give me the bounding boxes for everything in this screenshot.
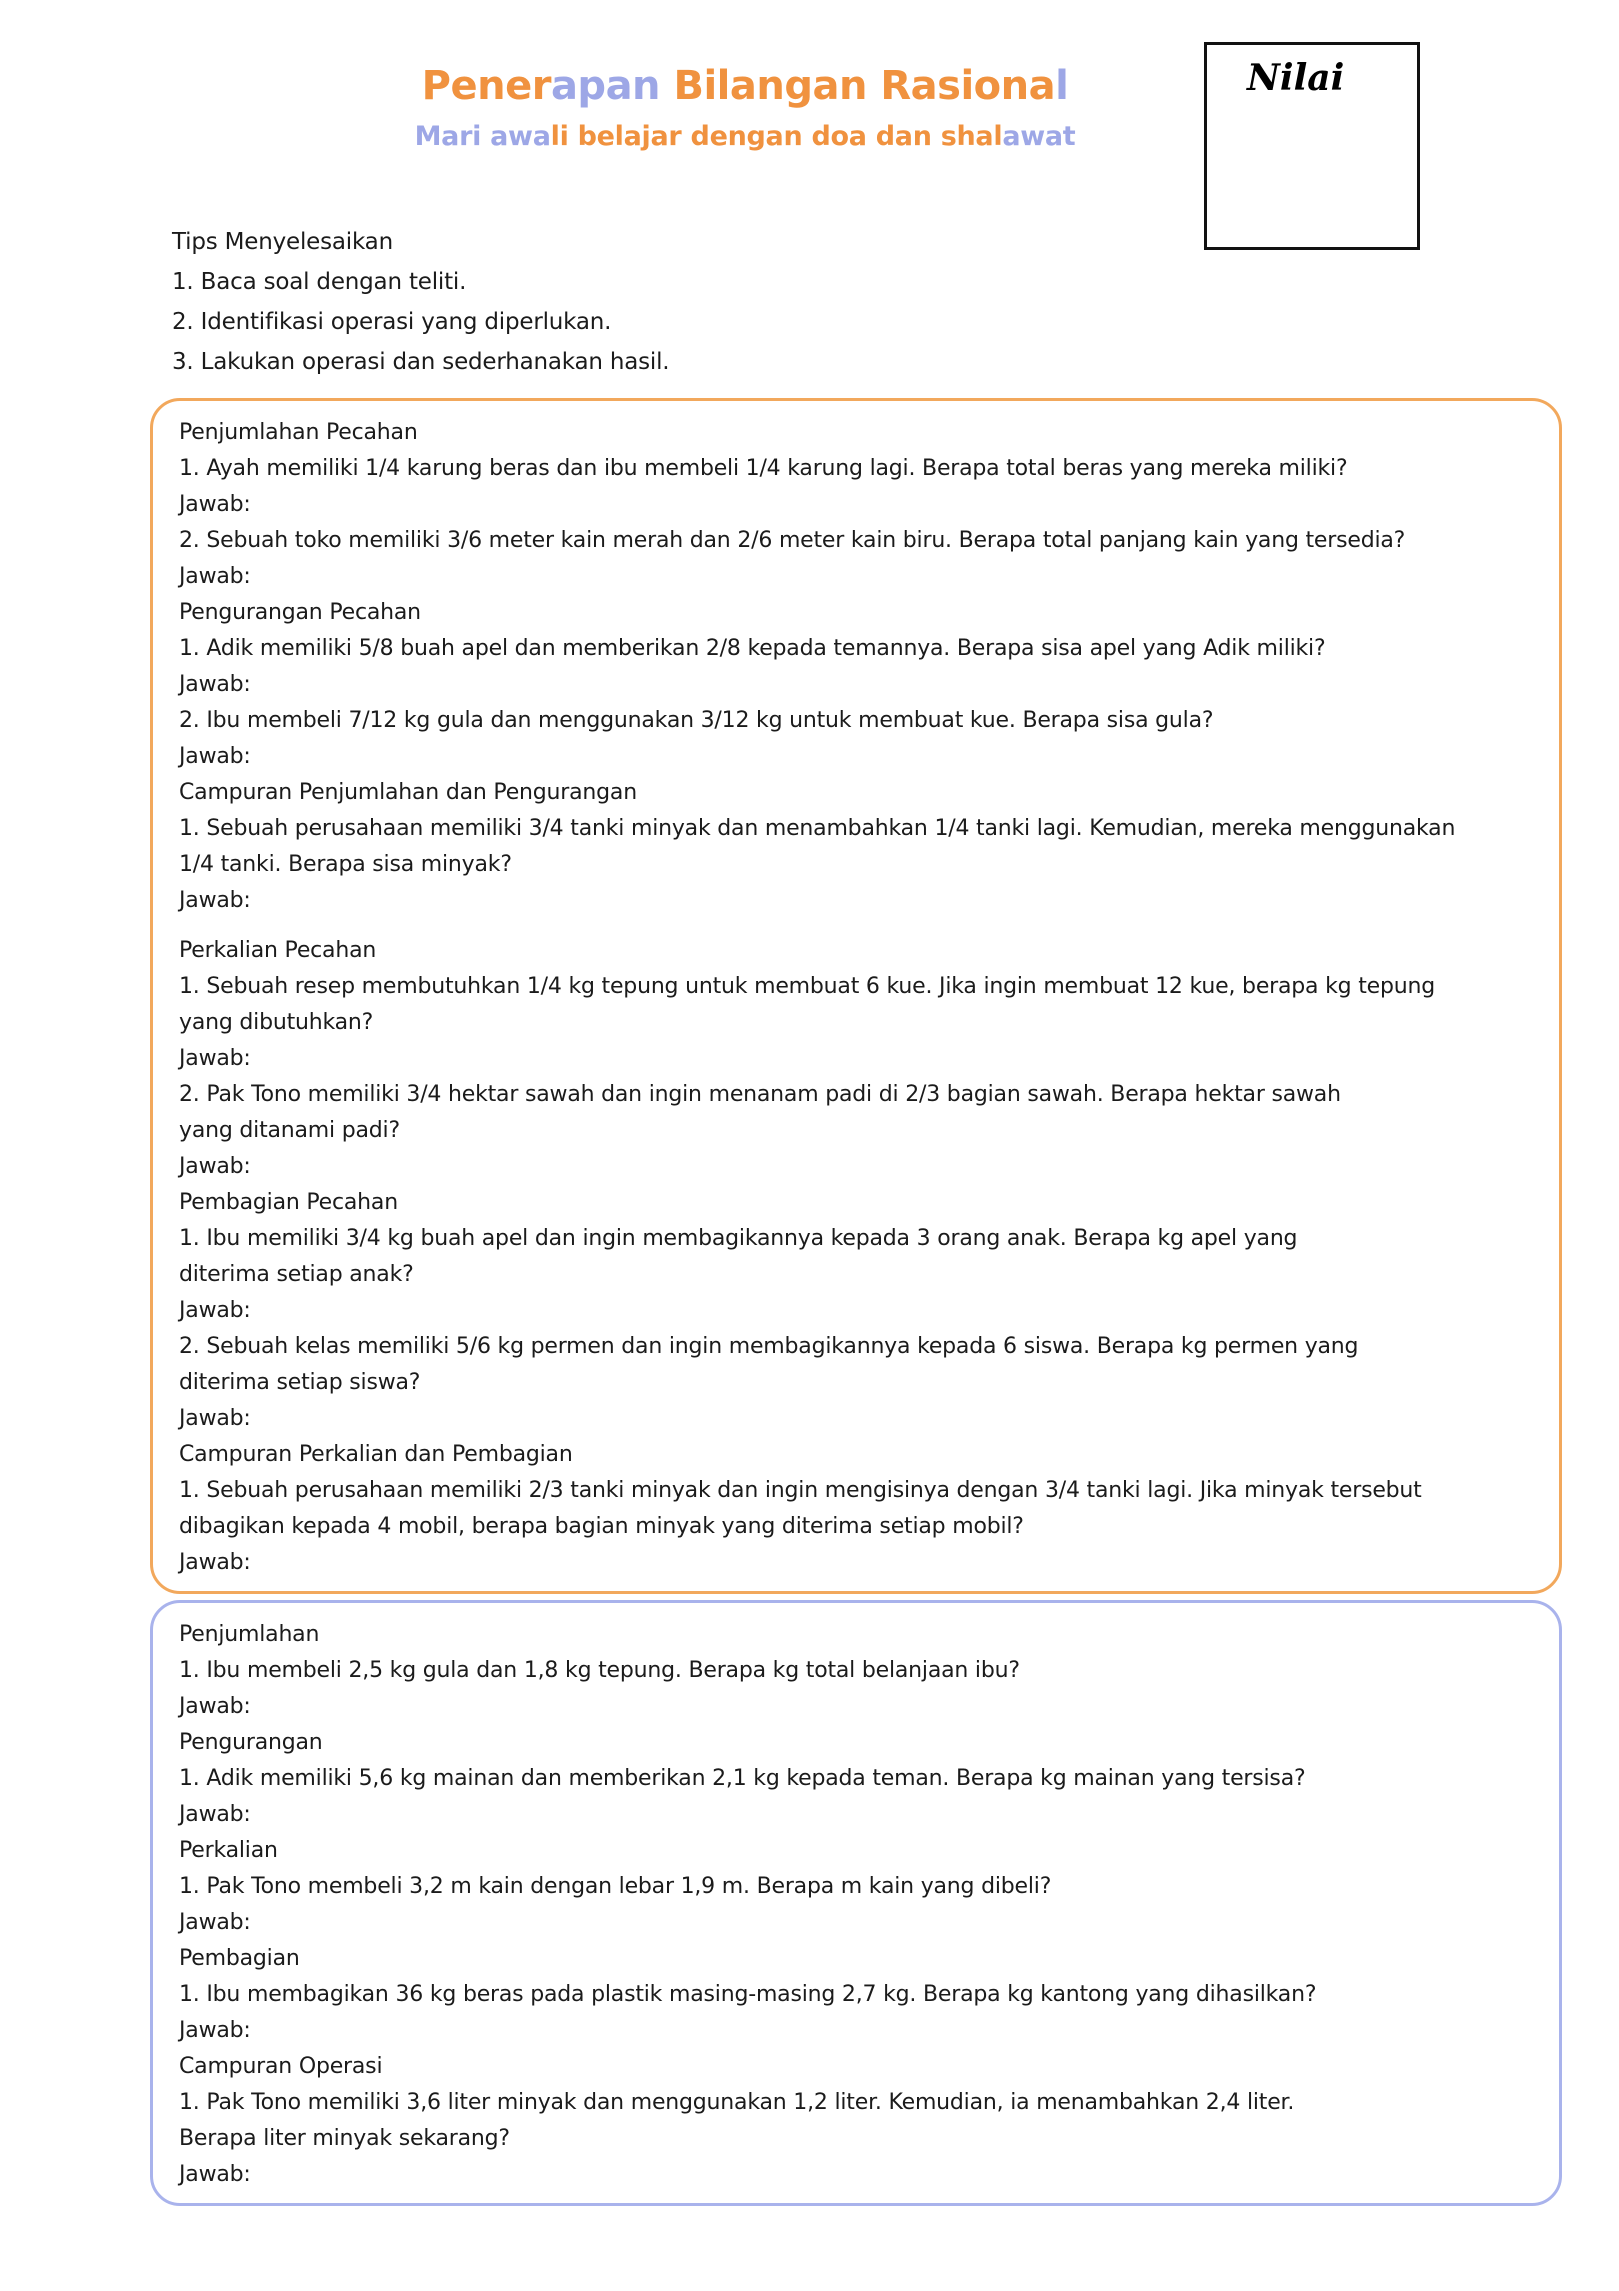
title-segment: apan <box>550 63 661 109</box>
worksheet-line: 2. Sebuah kelas memiliki 5/6 kg permen dan ingin membagikannya kepada 6 siswa. Berapa kg permen yang <box>179 1334 1359 1359</box>
tips-list <box>172 262 1619 382</box>
worksheet-line: diterima setiap anak? <box>179 1262 414 1287</box>
fraction-problems-box <box>150 398 1562 1594</box>
tip-item: 3. Lakukan operasi dan sederhanakan hasil. <box>172 349 670 375</box>
worksheet-line: Penjumlahan Pecahan <box>179 420 418 445</box>
worksheet-line: 1. Adik memiliki 5/8 buah apel dan memberikan 2/8 kepada temannya. Berapa sisa apel yang Adik miliki? <box>179 636 1326 661</box>
worksheet-line: Pengurangan <box>179 1730 323 1755</box>
worksheet-line: Campuran Operasi <box>179 2054 383 2079</box>
worksheet-line: Jawab: <box>179 564 251 589</box>
subtitle-segment: li belajar dengan doa dan shal <box>550 121 1003 152</box>
worksheet-line: 1/4 tanki. Berapa sisa minyak? <box>179 852 512 877</box>
worksheet-line: dibagikan kepada 4 mobil, berapa bagian minyak yang diterima setiap mobil? <box>179 1514 1024 1539</box>
worksheet-line: 1. Ibu membeli 2,5 kg gula dan 1,8 kg tepung. Berapa kg total belanjaan ibu? <box>179 1658 1020 1683</box>
worksheet-line: Pembagian <box>179 1946 300 1971</box>
worksheet-line: 1. Pak Tono memiliki 3,6 liter minyak dan menggunakan 1,2 liter. Kemudian, ia menambahkan 2,4 liter. <box>179 2090 1295 2115</box>
tip-item: 2. Identifikasi operasi yang diperlukan. <box>172 309 612 335</box>
worksheet-line: 1. Sebuah perusahaan memiliki 2/3 tanki minyak dan ingin mengisinya dengan 3/4 tanki lagi. Jika minyak tersebut <box>179 1478 1422 1503</box>
worksheet-line: 1. Ibu memiliki 3/4 kg buah apel dan ingin membagikannya kepada 3 orang anak. Berapa kg apel yang <box>179 1226 1298 1251</box>
worksheet-line: Jawab: <box>179 2018 251 2043</box>
score-label: Nilai <box>1247 57 1345 99</box>
worksheet-line: Jawab: <box>179 1154 251 1179</box>
score-box <box>1204 42 1420 250</box>
worksheet-line: 2. Ibu membeli 7/12 kg gula dan menggunakan 3/12 kg untuk membuat kue. Berapa sisa gula? <box>179 708 1214 733</box>
title-segment: l <box>1055 63 1069 109</box>
subtitle-segment: Mari awa <box>414 121 551 152</box>
worksheet-line: Jawab: <box>179 1910 251 1935</box>
worksheet-line: 1. Sebuah resep membutuhkan 1/4 kg tepung untuk membuat 6 kue. Jika ingin membuat 12 kue, berapa kg tepung <box>179 974 1435 999</box>
worksheet-line: 2. Sebuah toko memiliki 3/6 meter kain merah dan 2/6 meter kain biru. Berapa total panjang kain yang tersedia? <box>179 528 1406 553</box>
worksheet-line: Jawab: <box>179 1046 251 1071</box>
title-segment: Bilangan Rasiona <box>660 63 1056 109</box>
title-segment: Pener <box>421 63 551 109</box>
worksheet-line: Jawab: <box>179 1298 251 1323</box>
decimal-problems-box <box>150 1600 1562 2206</box>
worksheet-line: Perkalian <box>179 1838 278 1863</box>
worksheet-line: 1. Ibu membagikan 36 kg beras pada plastik masing-masing 2,7 kg. Berapa kg kantong yang dihasilkan? <box>179 1982 1317 2007</box>
worksheet-line: Jawab: <box>179 1802 251 1827</box>
tips-heading: Tips Menyelesaikan <box>172 229 393 255</box>
worksheet-line: Jawab: <box>179 1550 251 1575</box>
worksheet-line: 1. Ayah memiliki 1/4 karung beras dan ibu membeli 1/4 karung lagi. Berapa total beras yang mereka miliki? <box>179 456 1348 481</box>
worksheet-line: Jawab: <box>179 2162 251 2187</box>
worksheet-line: diterima setiap siswa? <box>179 1370 421 1395</box>
worksheet-line: Penjumlahan <box>179 1622 320 1647</box>
worksheet-line: Jawab: <box>179 1406 251 1431</box>
worksheet-line: Campuran Penjumlahan dan Pengurangan <box>179 780 637 805</box>
worksheet-line: Berapa liter minyak sekarang? <box>179 2126 510 2151</box>
worksheet-line: 1. Adik memiliki 5,6 kg mainan dan memberikan 2,1 kg kepada teman. Berapa kg mainan yang tersisa? <box>179 1766 1306 1791</box>
worksheet-line: 2. Pak Tono memiliki 3/4 hektar sawah dan ingin menanam padi di 2/3 bagian sawah. Berapa hektar sawah <box>179 1082 1341 1107</box>
worksheet-line: Jawab: <box>179 492 251 517</box>
worksheet-line: Jawab: <box>179 1694 251 1719</box>
tip-item: 1. Baca soal dengan teliti. <box>172 269 467 295</box>
worksheet-line: 1. Pak Tono membeli 3,2 m kain dengan lebar 1,9 m. Berapa m kain yang dibeli? <box>179 1874 1052 1899</box>
worksheet-line: Jawab: <box>179 888 251 913</box>
worksheet-line: Pengurangan Pecahan <box>179 600 421 625</box>
worksheet-line: Pembagian Pecahan <box>179 1190 398 1215</box>
worksheet-line: yang dibutuhkan? <box>179 1010 374 1035</box>
worksheet-line: Campuran Perkalian dan Pembagian <box>179 1442 573 1467</box>
worksheet-line: Jawab: <box>179 744 251 769</box>
worksheet-line: 1. Sebuah perusahaan memiliki 3/4 tanki minyak dan menambahkan 1/4 tanki lagi. Kemudian, mereka menggunakan <box>179 816 1456 841</box>
subtitle-segment: awat <box>1002 121 1076 152</box>
worksheet-line: Jawab: <box>179 672 251 697</box>
worksheet-line: yang ditanami padi? <box>179 1118 400 1143</box>
worksheet-line: Perkalian Pecahan <box>179 938 377 963</box>
